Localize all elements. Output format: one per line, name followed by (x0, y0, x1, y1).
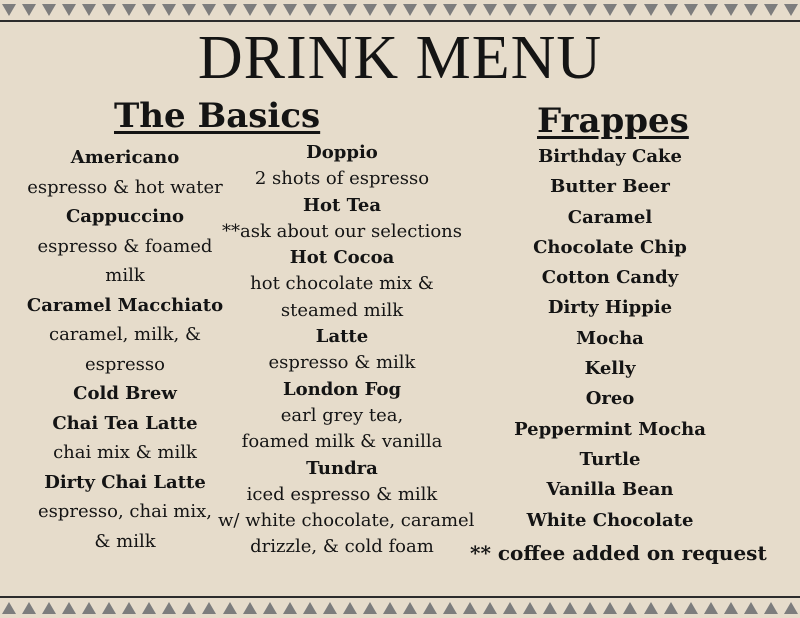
drink-name: Birthday Cake (538, 146, 682, 167)
frappes-note: ** coffee added on request (470, 541, 767, 565)
triangle-ornament (82, 602, 96, 614)
triangle-ornament (543, 4, 557, 16)
drink-description: espresso & milk (268, 352, 416, 374)
triangle-ornament (62, 4, 76, 16)
triangle-ornament (583, 4, 597, 16)
triangle-ornament (383, 4, 397, 16)
drink-description: foamed milk & vanilla (241, 431, 443, 453)
drink-name: Vanilla Bean (546, 479, 674, 501)
triangle-ornament (684, 4, 698, 16)
triangle-ornament (142, 4, 156, 16)
frappes-column (500, 142, 720, 536)
basics-heading: The Basics (114, 96, 321, 136)
triangle-ornament (784, 4, 798, 16)
basics-column-1 (20, 143, 230, 556)
triangle-ornament (263, 602, 277, 614)
drink-name: Mocha (576, 327, 644, 349)
triangle-ornament (744, 602, 758, 614)
triangle-ornament (423, 602, 437, 614)
drink-name: White Chocolate (526, 509, 694, 531)
triangle-ornament (644, 602, 658, 614)
triangle-ornament (644, 4, 658, 16)
triangle-ornament (263, 4, 277, 16)
triangle-ornament (764, 4, 778, 16)
triangle-ornament (363, 4, 377, 16)
drink-name: Cappuccino (65, 206, 185, 227)
triangle-ornament (483, 4, 497, 16)
triangle-ornament (202, 4, 216, 16)
drink-description: milk (105, 265, 145, 286)
triangle-ornament (243, 4, 257, 16)
drink-description: chai mix & milk (53, 442, 197, 463)
triangle-ornament (664, 602, 678, 614)
triangle-ornament (383, 602, 397, 614)
drink-name: Butter Beer (550, 176, 670, 198)
triangle-ornament (142, 602, 156, 614)
triangle-ornament (523, 602, 537, 614)
drink-description: hot chocolate mix & (250, 273, 434, 295)
drink-description: espresso (85, 353, 165, 375)
triangle-ornament (483, 602, 497, 614)
triangle-ornament (463, 4, 477, 16)
drink-name: Dirty Chai Latte (44, 471, 206, 493)
triangle-ornament (2, 4, 16, 16)
drink-description: espresso & hot water (27, 176, 223, 198)
drink-name: Hot Tea (302, 194, 382, 216)
triangle-ornament (42, 4, 56, 16)
triangle-ornament (2, 602, 16, 614)
triangle-ornament (22, 602, 36, 614)
drink-description: steamed milk (280, 299, 404, 321)
drink-name: Chai Tea Latte (52, 412, 198, 434)
triangle-ornament (102, 602, 116, 614)
triangle-ornament (62, 602, 76, 614)
triangle-ornament (243, 602, 257, 614)
triangle-ornament (102, 4, 116, 16)
drink-description: espresso & foamed (37, 235, 213, 257)
triangle-ornament (784, 602, 798, 614)
drink-description: caramel, milk, & (48, 324, 202, 345)
triangle-ornament (563, 602, 577, 614)
drink-name: Dirty Hippie (547, 297, 673, 319)
drink-name: Americano (70, 147, 180, 168)
drink-description: **ask about our selections (221, 220, 463, 242)
triangle-ornament (363, 602, 377, 614)
frappes-heading: Frappes (537, 101, 689, 141)
triangle-ornament (162, 602, 176, 614)
triangle-ornament (42, 602, 56, 614)
triangle-ornament (223, 4, 237, 16)
triangle-ornament (523, 4, 537, 16)
basics-column-2 (218, 140, 475, 561)
triangle-ornament (704, 602, 718, 614)
triangle-ornament (623, 4, 637, 16)
triangle-ornament (623, 602, 637, 614)
drink-description: 2 shots of espresso (254, 168, 430, 190)
drink-description: espresso, chai mix, (37, 501, 212, 522)
drink-description: w/ white chocolate, caramel (218, 510, 475, 532)
triangle-ornament (122, 4, 136, 16)
triangle-ornament (403, 602, 417, 614)
drink-description: & milk (94, 530, 156, 552)
drink-name: Chocolate Chip (533, 236, 687, 258)
top-border (0, 0, 800, 22)
triangle-ornament (182, 4, 196, 16)
triangle-ornament (443, 602, 457, 614)
triangle-ornament (503, 602, 517, 614)
triangle-ornament (323, 602, 337, 614)
bottom-border (0, 596, 800, 618)
triangle-ornament (343, 602, 357, 614)
triangle-ornament (764, 602, 778, 614)
drink-description: iced espresso & milk (246, 483, 438, 505)
triangle-ornament (664, 4, 678, 16)
drink-name: Oreo (585, 388, 635, 410)
drink-name: Turtle (579, 448, 641, 470)
triangle-ornament (543, 602, 557, 614)
drink-name: Kelly (584, 358, 636, 380)
triangle-ornament (704, 4, 718, 16)
drink-name: London Fog (282, 378, 402, 400)
drink-description: earl grey tea, (280, 404, 404, 426)
drink-name: Cold Brew (73, 383, 177, 404)
triangle-ornament (724, 602, 738, 614)
triangle-ornament (563, 4, 577, 16)
menu-title: DRINK MENU (197, 24, 603, 92)
triangle-ornament (202, 602, 216, 614)
triangle-ornament (403, 4, 417, 16)
drink-name: Cotton Candy (541, 267, 679, 289)
triangle-ornament (122, 602, 136, 614)
triangle-ornament (303, 602, 317, 614)
triangle-ornament (323, 4, 337, 16)
triangle-ornament (583, 602, 597, 614)
drink-name: Tundra (306, 457, 378, 479)
triangle-ornament (744, 4, 758, 16)
triangle-ornament (684, 602, 698, 614)
triangle-ornament (423, 4, 437, 16)
triangle-ornament (22, 4, 36, 16)
triangle-ornament (343, 4, 357, 16)
triangle-ornament (82, 4, 96, 16)
triangle-ornament (603, 4, 617, 16)
drink-name: Latte (315, 326, 369, 348)
drink-name: Caramel Macchiato (26, 294, 224, 316)
triangle-ornament (303, 4, 317, 16)
drink-name: Hot Cocoa (289, 247, 395, 269)
triangle-ornament (162, 4, 176, 16)
drink-name: Peppermint Mocha (514, 418, 706, 440)
triangle-ornament (283, 602, 297, 614)
triangle-ornament (443, 4, 457, 16)
drink-name: Caramel (567, 206, 653, 228)
triangle-ornament (503, 4, 517, 16)
drink-description: drizzle, & cold foam (250, 536, 434, 558)
triangle-ornament (182, 602, 196, 614)
triangle-ornament (724, 4, 738, 16)
triangle-ornament (463, 602, 477, 614)
triangle-ornament (223, 602, 237, 614)
triangle-ornament (283, 4, 297, 16)
triangle-ornament (603, 602, 617, 614)
drink-name: Doppio (306, 142, 378, 163)
